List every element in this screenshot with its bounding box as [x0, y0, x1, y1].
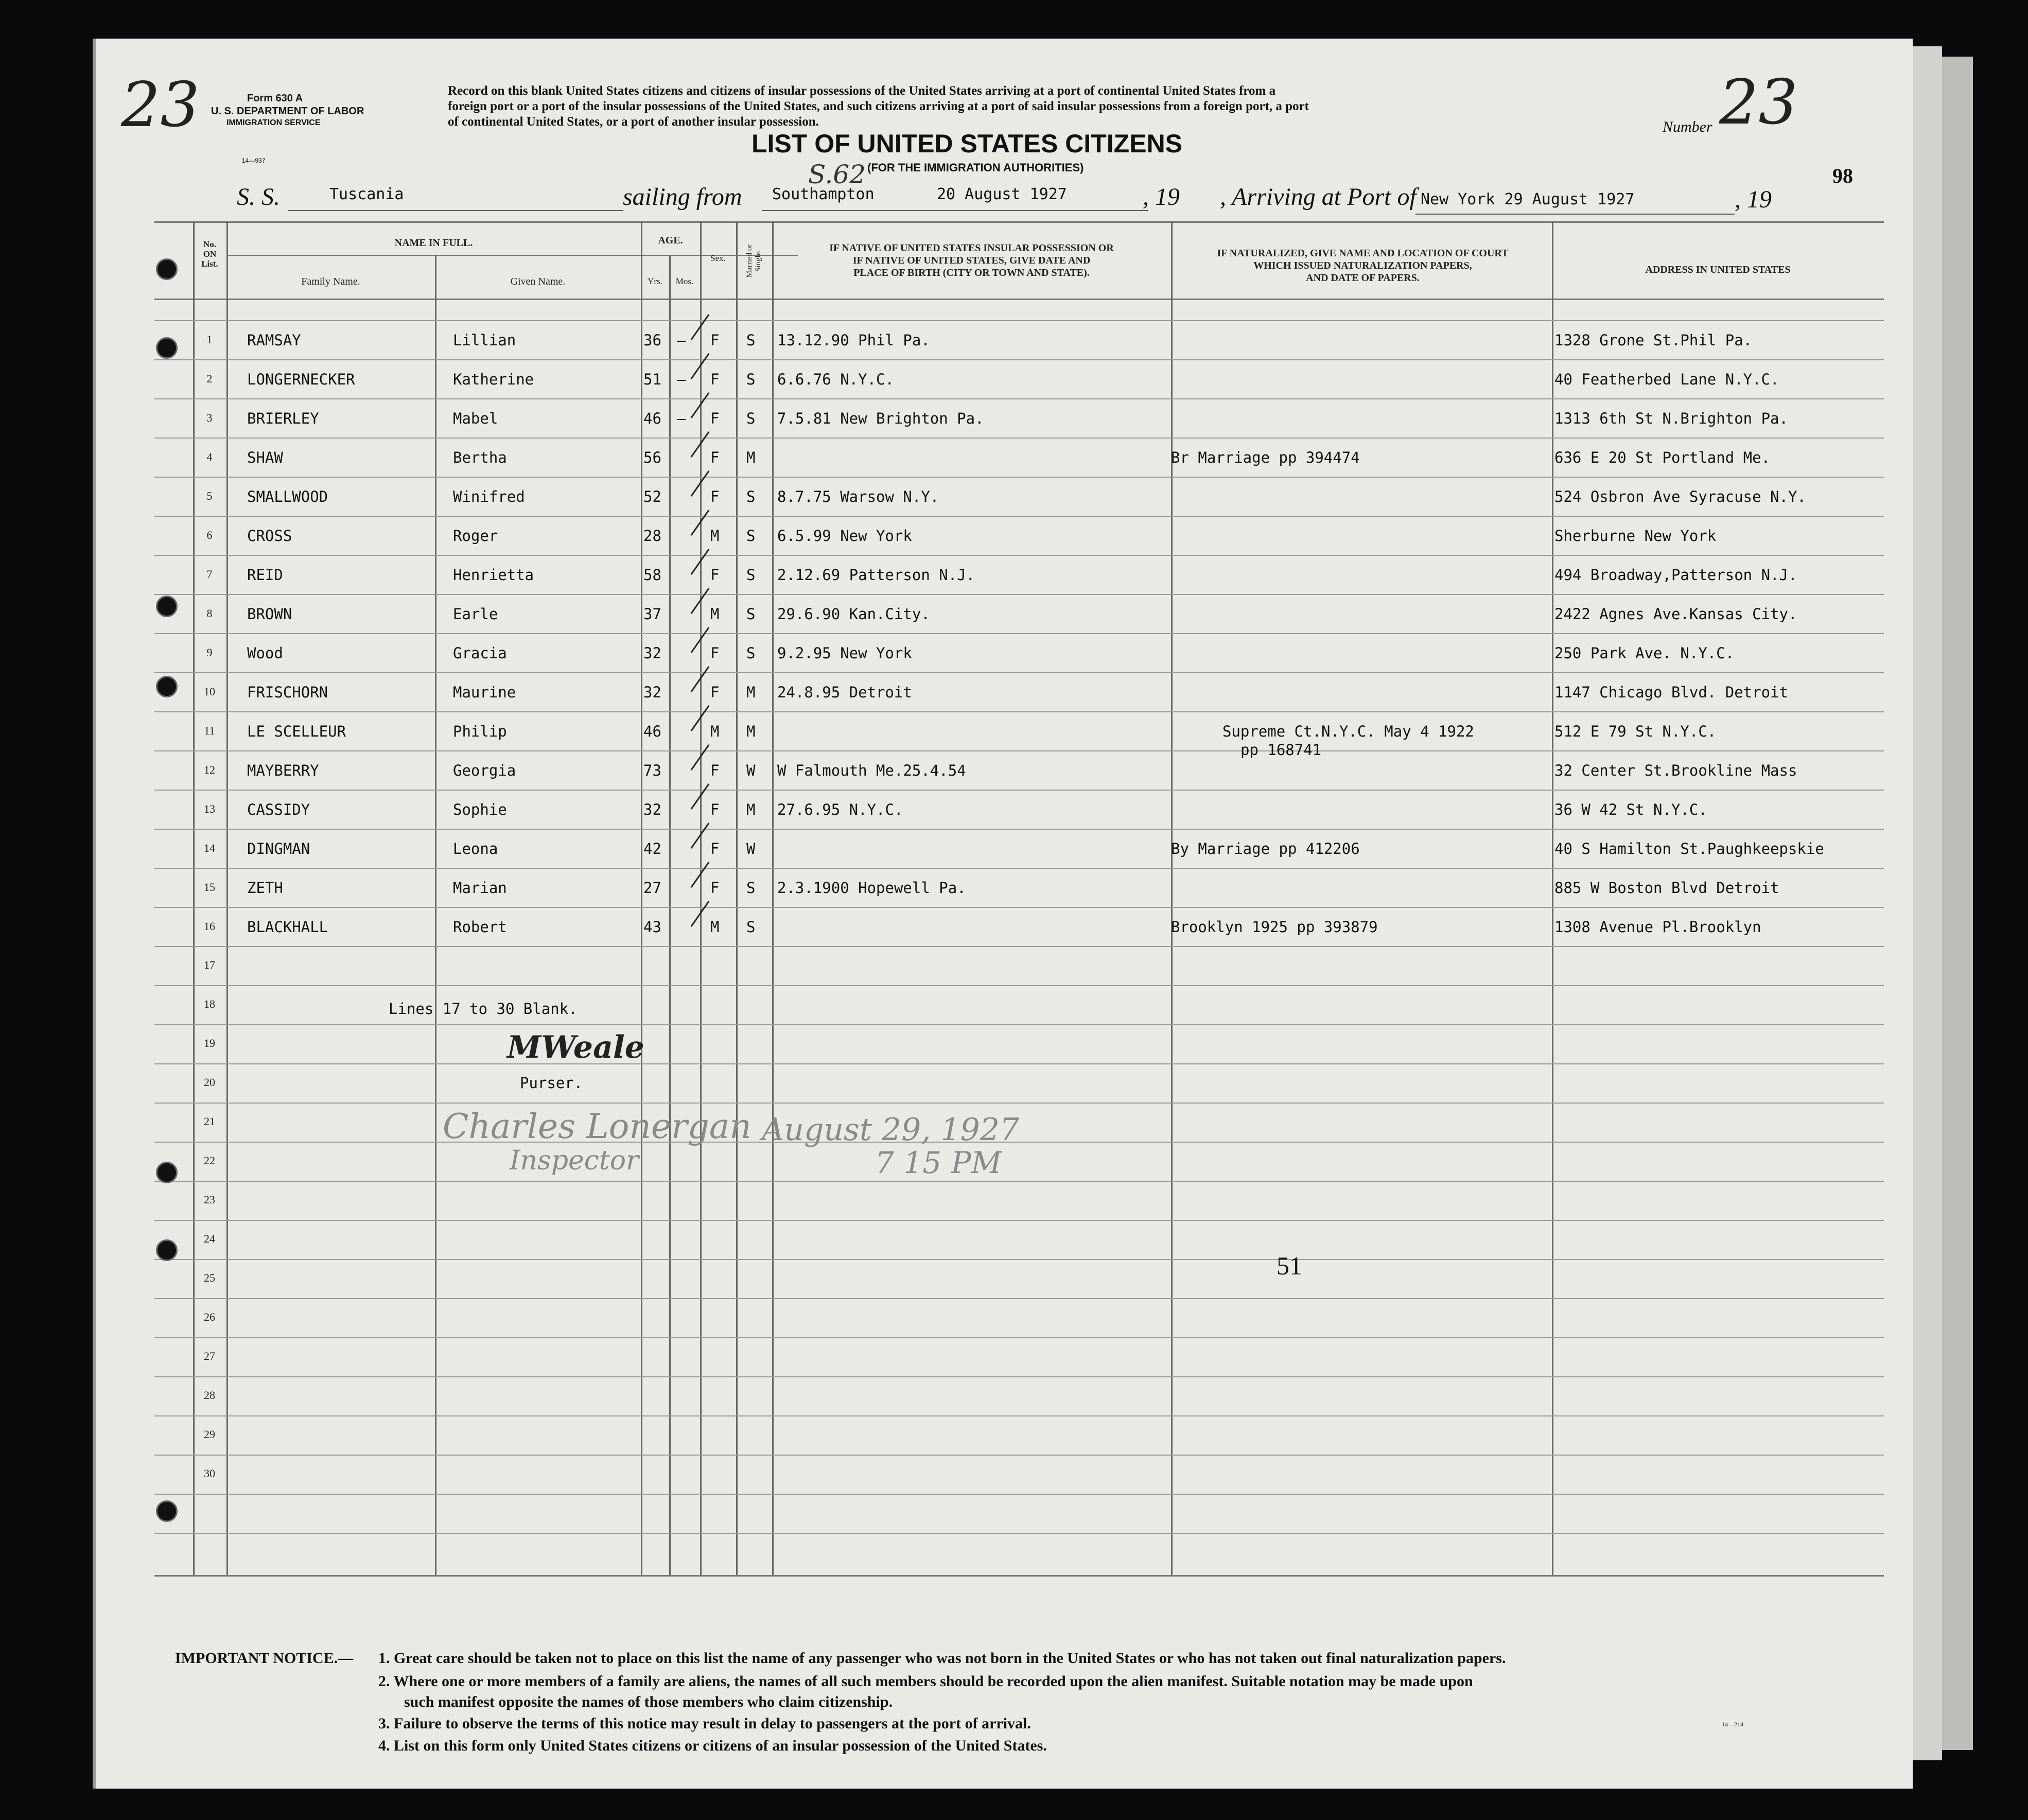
- line-number: 26: [204, 1310, 215, 1323]
- ruled-line: [154, 594, 1884, 595]
- cell-given: Marian: [453, 879, 507, 897]
- line-number: 27: [204, 1350, 215, 1362]
- number-label: Number: [1663, 118, 1712, 135]
- header-naturalized-line-1: IF NATURALIZED, GIVE NAME AND LOCATION OF COURT: [1217, 248, 1509, 259]
- cell-addr: 1313 6th St N.Brighton Pa.: [1554, 410, 1788, 427]
- cell-no: 8: [206, 607, 213, 620]
- cell-addr: 250 Park Ave. N.Y.C.: [1554, 644, 1735, 662]
- cell-family: LE SCELLEUR: [247, 723, 346, 740]
- cell-ms: S: [746, 410, 756, 427]
- cell-birth: 6.5.99 New York: [777, 527, 912, 545]
- inspection-time: 7 15 PM: [875, 1145, 1002, 1180]
- cell-birth: W Falmouth Me.25.4.54: [777, 762, 966, 779]
- punch-hole: [156, 596, 178, 617]
- cell-no: 3: [206, 411, 213, 424]
- cell-birth: 24.8.95 Detroit: [777, 684, 912, 701]
- cell-age: 32: [643, 801, 661, 818]
- cell-addr: 40 S Hamilton St.Paughkeepskie: [1554, 840, 1824, 857]
- cell-no: 7: [206, 568, 213, 581]
- cell-birth: 9.2.95 New York: [777, 644, 912, 662]
- cell-addr: 512 E 79 St N.Y.C.: [1554, 723, 1717, 740]
- sailing-from-label: sailing from: [623, 183, 742, 211]
- cell-sex: F: [710, 488, 720, 505]
- cell-age: 36: [643, 331, 661, 349]
- notice-item-2-cont: such manifest opposite the names of those members who claim citizenship.: [404, 1693, 893, 1710]
- header-age: AGE.: [658, 235, 683, 246]
- cell-sex: F: [710, 684, 720, 701]
- ruled-line: [154, 829, 1884, 830]
- cell-family: CROSS: [247, 527, 292, 545]
- instruction-line-1: Record on this blank United States citizens and citizens of insular possessions of the United States arriving at a port of continental United States from a: [448, 84, 1276, 98]
- cell-age: 28: [643, 527, 661, 545]
- ruled-line: [154, 750, 1884, 751]
- ruled-line: [154, 1337, 1884, 1338]
- line-number: 18: [204, 997, 215, 1010]
- cell-family: SMALLWOOD: [247, 488, 328, 505]
- cell-family: ZETH: [247, 879, 283, 897]
- cell-family: SHAW: [247, 449, 283, 466]
- ruled-line: [154, 1220, 1884, 1221]
- arrival-port: New York 29 August 1927: [1421, 190, 1635, 208]
- cell-addr: 1308 Avenue Pl.Brooklyn: [1554, 918, 1761, 936]
- cell-addr: 40 Featherbed Lane N.Y.C.: [1554, 371, 1779, 388]
- cell-ms: S: [746, 331, 756, 349]
- cell-addr: 524 Osbron Ave Syracuse N.Y.: [1554, 488, 1806, 505]
- cell-addr: Sherburne New York: [1554, 527, 1717, 545]
- header-yrs: Yrs.: [648, 276, 662, 286]
- cell-ms: M: [746, 449, 756, 466]
- cell-age: 46: [643, 723, 661, 740]
- ss-label: S. S.: [237, 183, 280, 211]
- ruled-line: [154, 1298, 1884, 1299]
- line-number: 30: [204, 1467, 215, 1480]
- cell-given: Lillian: [453, 331, 516, 349]
- notice-label: IMPORTANT NOTICE.—: [175, 1650, 354, 1667]
- page-edge-back: [1940, 57, 1973, 1750]
- cell-family: RAMSAY: [247, 331, 301, 349]
- notice-item-2: 2. Where one or more members of a family are aliens, the names of all such members should be recorded upon the alien manifest. Suitable notation may be made upon: [378, 1673, 1473, 1690]
- cell-ms: M: [746, 684, 756, 701]
- line-number: 28: [204, 1389, 215, 1402]
- cell-family: BLACKHALL: [247, 918, 328, 936]
- cell-age: 42: [643, 840, 661, 857]
- cell-sex: F: [710, 644, 720, 662]
- cell-nat: Brooklyn 1925 pp 393879: [1171, 918, 1378, 936]
- header-given-name: Given Name.: [510, 276, 566, 287]
- cell-given: Henrietta: [453, 566, 534, 584]
- cell-sex: F: [710, 449, 720, 466]
- header-naturalized-line-3: AND DATE OF PAPERS.: [1306, 272, 1420, 284]
- punch-hole: [156, 1162, 178, 1183]
- cell-nat: Supreme Ct.N.Y.C. May 4 1922: [1222, 723, 1474, 740]
- ruled-line: [154, 1533, 1884, 1534]
- line-number: 25: [204, 1271, 215, 1284]
- cell-no: 4: [206, 450, 213, 463]
- line-number: 20: [204, 1076, 215, 1089]
- cell-addr: 32 Center St.Brookline Mass: [1554, 762, 1797, 779]
- cell-given: Katherine: [453, 371, 534, 388]
- line-number: 22: [204, 1154, 215, 1167]
- cell-age: 73: [643, 762, 661, 779]
- cell-given: Sophie: [453, 801, 507, 818]
- cell-family: Wood: [247, 644, 283, 662]
- instruction-line-3: of continental United States, or a port of another insular possession.: [448, 115, 819, 129]
- ruled-line: [154, 1024, 1884, 1025]
- cell-sex: F: [710, 879, 720, 897]
- line-number: 17: [204, 958, 215, 971]
- arriving-label: , Arriving at Port of: [1220, 183, 1417, 211]
- cell-age: 56: [643, 449, 661, 466]
- cell-ms: M: [746, 723, 756, 740]
- cell-given: Roger: [453, 527, 498, 545]
- cell-age: 46: [643, 410, 661, 427]
- list-number: 23: [1719, 67, 1798, 138]
- ruled-line: [154, 1455, 1884, 1456]
- departure-date: 20 August 1927: [937, 185, 1067, 203]
- manifest-page: [93, 39, 1913, 1789]
- department-label: U. S. DEPARTMENT OF LABOR: [211, 106, 364, 117]
- cell-nat: By Marriage pp 412206: [1171, 840, 1360, 857]
- cell-birth: 8.7.75 Warsow N.Y.: [777, 488, 939, 505]
- corner-number: 23: [121, 69, 200, 141]
- ruled-line: [154, 1063, 1884, 1064]
- punch-hole: [156, 258, 178, 280]
- ruled-line: [154, 868, 1884, 869]
- year-label-1: , 19: [1143, 183, 1180, 211]
- ruled-line: [154, 359, 1884, 360]
- cell-birth: 6.6.76 N.Y.C.: [777, 371, 894, 388]
- cell-family: CASSIDY: [247, 801, 310, 818]
- ruled-line: [154, 320, 1884, 321]
- cell-birth: 29.6.90 Kan.City.: [777, 605, 930, 623]
- header-on: ON: [203, 249, 217, 259]
- cell-family: MAYBERRY: [247, 762, 319, 779]
- ruled-line: [154, 985, 1884, 986]
- cell-addr: 494 Broadway,Patterson N.J.: [1554, 566, 1797, 584]
- cell-nat-cont: pp 168741: [1240, 741, 1322, 759]
- header-list: List.: [201, 259, 218, 269]
- ruled-line: [154, 516, 1884, 517]
- inspector-label: Inspector: [510, 1145, 639, 1176]
- cell-no: 16: [204, 920, 215, 933]
- cell-ms: S: [746, 644, 756, 662]
- cell-sex: M: [710, 918, 720, 936]
- cell-age: 43: [643, 918, 661, 936]
- cell-family: BRIERLEY: [247, 410, 319, 427]
- cell-mos: –: [677, 371, 686, 388]
- cell-family: DINGMAN: [247, 840, 310, 857]
- ship-name: Tuscania: [329, 185, 404, 203]
- cell-no: 5: [206, 489, 213, 502]
- cell-ms: S: [746, 918, 756, 936]
- cell-ms: W: [746, 762, 756, 779]
- ruled-line: [154, 672, 1884, 673]
- cell-given: Gracia: [453, 644, 507, 662]
- cell-ms: S: [746, 566, 756, 584]
- cell-birth: 2.12.69 Patterson N.J.: [777, 566, 975, 584]
- cell-birth: 7.5.81 New Brighton Pa.: [777, 410, 984, 427]
- cell-no: 15: [204, 881, 215, 894]
- cell-sex: F: [710, 801, 720, 818]
- cell-age: 32: [643, 684, 661, 701]
- cell-sex: F: [710, 840, 720, 857]
- punch-hole: [156, 1500, 178, 1522]
- small-code: 14—937: [242, 157, 266, 164]
- line-number: 21: [204, 1115, 215, 1128]
- ruled-line: [154, 1415, 1884, 1416]
- line-number: 24: [204, 1232, 215, 1245]
- service-label: IMMIGRATION SERVICE: [226, 118, 321, 127]
- header-name-in-full: NAME IN FULL.: [394, 237, 473, 249]
- header-family-name: Family Name.: [301, 276, 360, 287]
- cell-age: 32: [643, 644, 661, 662]
- header-mos: Mos.: [675, 276, 694, 286]
- cell-ms: S: [746, 879, 756, 897]
- cell-birth: 13.12.90 Phil Pa.: [777, 331, 930, 349]
- line-number: 19: [204, 1037, 215, 1049]
- ruled-line: [154, 477, 1884, 478]
- cell-ms: S: [746, 371, 756, 388]
- instruction-line-2: foreign port or a port of the insular possessions of the United States, and such citizens arriving at a port of said insular possessions from a foreign port, a port: [448, 99, 1309, 113]
- line-number: 23: [204, 1193, 215, 1206]
- cell-ms: S: [746, 488, 756, 505]
- ruled-line: [154, 1494, 1884, 1495]
- inspection-date: August 29, 1927: [762, 1112, 1020, 1148]
- cell-given: Winifred: [453, 488, 525, 505]
- cell-family: LONGERNECKER: [247, 371, 355, 388]
- cell-no: 6: [206, 529, 213, 541]
- punch-hole: [156, 337, 178, 359]
- year-label-2: , 19: [1735, 186, 1772, 213]
- form-title: LIST OF UNITED STATES CITIZENS: [751, 129, 1183, 158]
- cell-addr: 2422 Agnes Ave.Kansas City.: [1554, 605, 1797, 623]
- cell-no: 12: [204, 763, 215, 776]
- cell-addr: 636 E 20 St Portland Me.: [1554, 449, 1771, 466]
- cell-age: 51: [643, 371, 661, 388]
- cell-addr: 1328 Grone St.Phil Pa.: [1554, 331, 1753, 349]
- header-sex: Sex.: [710, 253, 726, 263]
- ruled-line: [154, 633, 1884, 634]
- ruled-line: [154, 1259, 1884, 1260]
- header-no: No.: [203, 239, 217, 249]
- header-birth-line-1: IF NATIVE OF UNITED STATES INSULAR POSSESSION OR: [829, 242, 1114, 254]
- cell-given: Bertha: [453, 449, 507, 466]
- page-edge-middle: [1910, 46, 1942, 1760]
- cell-no: 2: [206, 372, 213, 385]
- header-birth-line-2: IF NATIVE OF UNITED STATES, GIVE DATE AND: [852, 255, 1091, 266]
- purser-label: Purser.: [520, 1074, 583, 1092]
- cell-family: REID: [247, 566, 283, 584]
- cell-addr: 885 W Boston Blvd Detroit: [1554, 879, 1779, 897]
- notice-item-4: 4. List on this form only United States citizens or citizens of an insular possession of the United States.: [378, 1737, 1047, 1754]
- cell-ms: S: [746, 605, 756, 623]
- cell-mos: –: [677, 331, 686, 349]
- cell-birth: 2.3.1900 Hopewell Pa.: [777, 879, 966, 897]
- header-birth-line-3: PLACE OF BIRTH (CITY OR TOWN AND STATE).: [853, 267, 1090, 278]
- cell-age: 27: [643, 879, 661, 897]
- page-number: 98: [1832, 164, 1853, 187]
- punch-hole: [156, 676, 178, 697]
- stamp-number: 51: [1277, 1251, 1302, 1280]
- ruled-line: [154, 398, 1884, 399]
- cell-given: Leona: [453, 840, 498, 857]
- cell-nat: Br Marriage pp 394474: [1171, 449, 1360, 466]
- ruled-line: [154, 946, 1884, 947]
- cell-sex: F: [710, 566, 720, 584]
- form-number: Form 630 A: [247, 93, 303, 104]
- cell-age: 52: [643, 488, 661, 505]
- header-naturalized-line-2: WHICH ISSUED NATURALIZATION PAPERS,: [1253, 260, 1472, 271]
- cell-sex: F: [710, 371, 720, 388]
- ruled-line: [154, 555, 1884, 556]
- ruled-line: [154, 1102, 1884, 1104]
- cell-sex: F: [710, 331, 720, 349]
- cell-age: 37: [643, 605, 661, 623]
- cell-no: 13: [204, 802, 215, 815]
- cell-no: 1: [206, 333, 213, 346]
- cell-no: 10: [204, 685, 215, 698]
- cell-no: 9: [206, 646, 213, 659]
- cell-addr: 36 W 42 St N.Y.C.: [1554, 801, 1707, 818]
- cell-birth: 27.6.95 N.Y.C.: [777, 801, 903, 818]
- line-number: 29: [204, 1428, 215, 1441]
- blank-lines-note: Lines 17 to 30 Blank.: [389, 1000, 578, 1018]
- cell-given: Mabel: [453, 410, 498, 427]
- notice-item-3: 3. Failure to observe the terms of this notice may result in delay to passengers at the port of arrival.: [378, 1715, 1031, 1732]
- cell-ms: S: [746, 527, 756, 545]
- cell-given: Georgia: [453, 762, 516, 779]
- cell-ms: W: [746, 840, 756, 857]
- cell-given: Philip: [453, 723, 507, 740]
- cell-no: 14: [204, 842, 215, 854]
- cell-no: 11: [204, 724, 215, 737]
- cell-sex: M: [710, 527, 720, 545]
- form-subtitle: (FOR THE IMMIGRATION AUTHORITIES): [867, 161, 1084, 174]
- cell-mos: –: [677, 410, 686, 427]
- footer-code: 14—214: [1722, 1721, 1743, 1728]
- scribble-mark: S.62: [808, 160, 866, 189]
- cell-given: Earle: [453, 605, 498, 623]
- cell-sex: F: [710, 410, 720, 427]
- purser-signature: MWeale: [507, 1029, 644, 1065]
- cell-family: FRISCHORN: [247, 684, 328, 701]
- departure-port: Southampton: [772, 185, 875, 203]
- header-married-or-single: Married or Single.: [745, 244, 762, 278]
- cell-sex: M: [710, 605, 720, 623]
- cell-sex: M: [710, 723, 720, 740]
- cell-family: BROWN: [247, 605, 292, 623]
- cell-age: 58: [643, 566, 661, 584]
- ruled-line: [154, 711, 1884, 712]
- ruled-line: [154, 790, 1884, 791]
- ruled-line: [154, 1376, 1884, 1377]
- cell-given: Robert: [453, 918, 507, 936]
- cell-addr: 1147 Chicago Blvd. Detroit: [1554, 684, 1788, 701]
- ruled-line: [154, 437, 1884, 439]
- punch-hole: [156, 1239, 178, 1261]
- cell-ms: M: [746, 801, 756, 818]
- ruled-line: [154, 907, 1884, 908]
- notice-item-1: 1. Great care should be taken not to place on this list the name of any passenger who was not born in the United States or who has not taken out final naturalization papers.: [378, 1650, 1506, 1667]
- cell-given: Maurine: [453, 684, 516, 701]
- inspector-signature: Charles Lonergan: [443, 1107, 751, 1146]
- cell-sex: F: [710, 762, 720, 779]
- header-address: ADDRESS IN UNITED STATES: [1645, 264, 1791, 275]
- ruled-line: [154, 1181, 1884, 1182]
